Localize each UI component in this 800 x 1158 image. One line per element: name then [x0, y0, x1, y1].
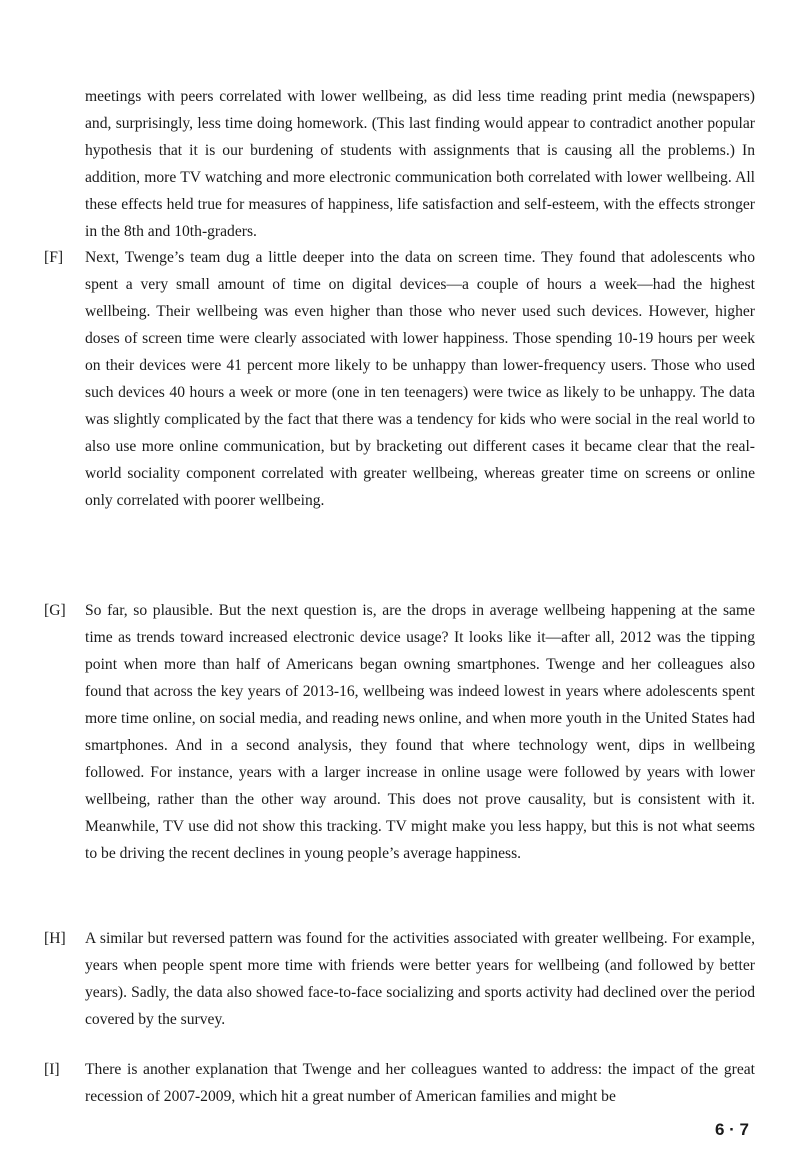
paragraph-e-continued [85, 83, 755, 245]
paragraph-marker: [G] [44, 602, 66, 619]
paragraph-marker: [I] [44, 1061, 60, 1078]
paragraph-f [44, 244, 755, 514]
paragraph-text: So far, so plausible. But the next question is, are the drops in average wellbeing happening at the same time as trends toward increased electronic device usage? It looks like it—after all, 2012 was the tipping point when more than half of Americans began owning smartphones. Twenge and her colleagues also found that across the key years of 2013-16, wellbeing was indeed lowest in years where adolescents spent more time online, on social media, and reading news online, and when more youth in the United States had smartphones. And in a second analysis, they found that where technology went, dips in wellbeing followed. For instance, years with a larger increase in online usage were followed by years with lower wellbeing, rather than the other way around. This does not prove causality, but is consistent with it. Meanwhile, TV use did not show this tracking. TV might make you less happy, but this is not what seems to be driving the recent declines in young people’s average happiness. [85, 602, 755, 862]
paragraph-marker: [F] [44, 249, 64, 266]
paragraph-text: Next, Twenge’s team dug a little deeper into the data on screen time. They found that adolescents who spent a very small amount of time on digital devices—a couple of hours a week—had the highest wellbeing. Their wellbeing was even higher than those who never used such devices. However, higher doses of screen time were clearly associated with lower happiness. Those spending 10-19 hours per week on their devices were 41 percent more likely to be unhappy than lower-frequency users. Those who used such devices 40 hours a week or more (one in ten teenagers) were twice as likely to be unhappy. The data was slightly complicated by the fact that there was a tendency for kids who were social in the real world to also use more online communication, but by bracketing out different cases it became clear that the real-world sociality component correlated with greater wellbeing, whereas greater time on screens or online only correlated with poorer wellbeing. [85, 249, 755, 509]
paragraph-text: There is another explanation that Twenge and her colleagues wanted to address: the impact of the great recession of 2007-2009, which hit a great number of American families and might be [85, 1061, 755, 1105]
paragraph-h [44, 925, 755, 1033]
paragraph-text: A similar but reversed pattern was found for the activities associated with greater wellbeing. For example, years when people spent more time with friends were better years for wellbeing (and followed by better years). Sadly, the data also showed face-to-face socializing and sports activity had declined over the period covered by the survey. [85, 930, 755, 1028]
paragraph-text: meetings with peers correlated with lower wellbeing, as did less time reading print media (newspapers) and, surprisingly, less time doing homework. (This last finding would appear to contradict another popular hypothesis that it is our burdening of students with assignments that is causing all the problems.) In addition, more TV watching and more electronic communication both correlated with lower wellbeing. All these effects held true for measures of happiness, life satisfaction and self-esteem, with the effects stronger in the 8th and 10th-graders. [85, 88, 755, 240]
page-number: 6 · 7 [714, 1120, 749, 1139]
paragraph-i [44, 1056, 755, 1110]
paragraph-g [44, 597, 755, 867]
paragraph-marker: [H] [44, 930, 66, 947]
